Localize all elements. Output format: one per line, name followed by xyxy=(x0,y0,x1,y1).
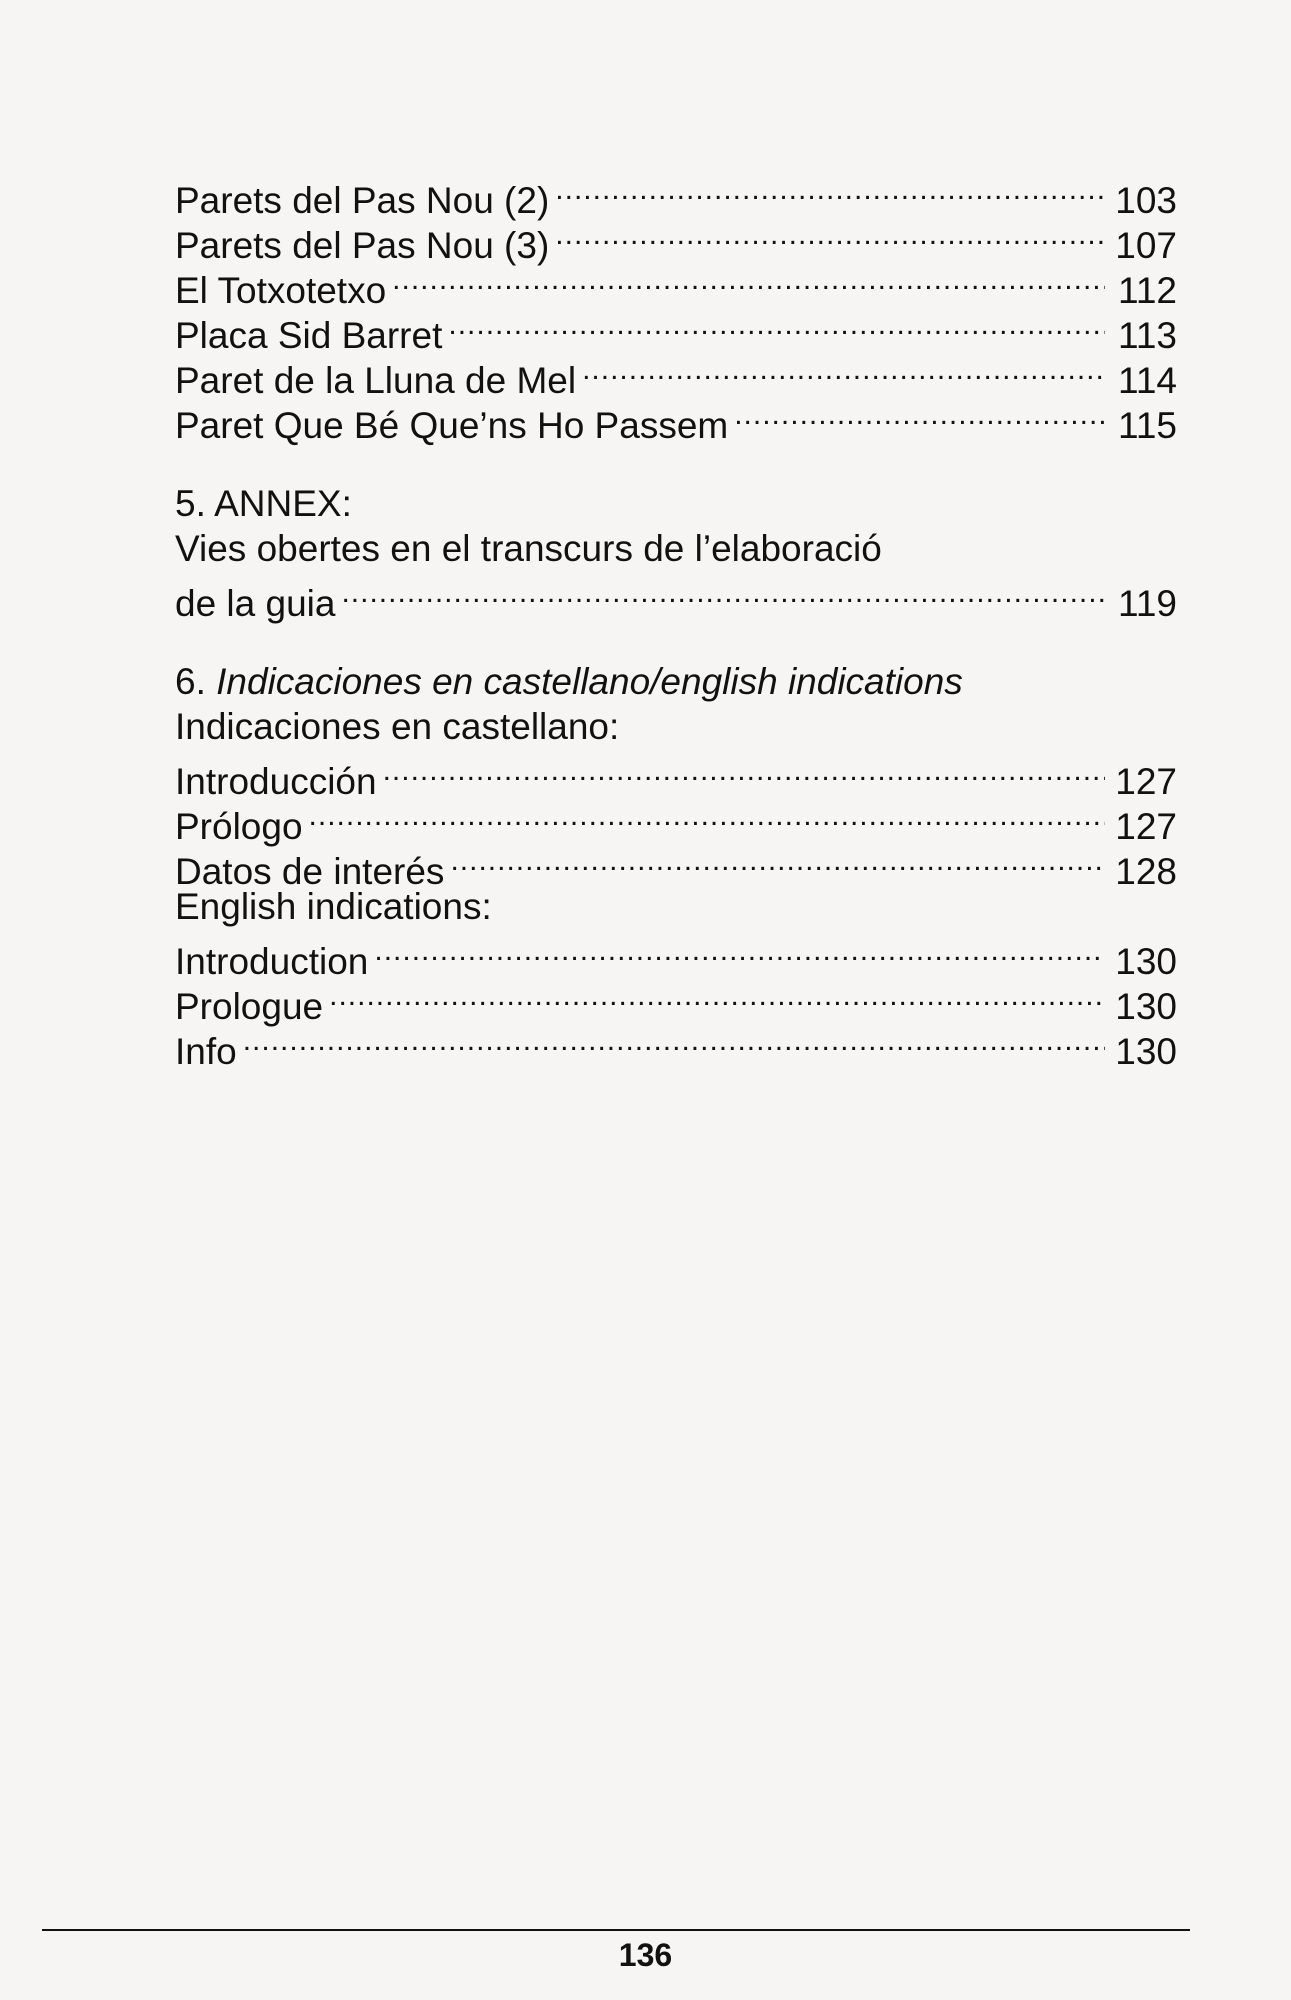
dot-leader xyxy=(341,571,1105,616)
toc-entry-page: 103 xyxy=(1115,180,1177,221)
toc-entry xyxy=(175,794,1177,847)
toc-entry-label: de la guia xyxy=(175,583,336,624)
toc-entry-page: 130 xyxy=(1115,1031,1177,1072)
dot-leader xyxy=(374,929,1105,974)
dot-leader xyxy=(448,303,1105,348)
toc-entry-page: 127 xyxy=(1115,761,1177,802)
toc-entry xyxy=(175,749,1177,802)
toc-entry-label: Placa Sid Barret xyxy=(175,315,443,356)
toc-entry-page: 127 xyxy=(1115,806,1177,847)
table-of-contents xyxy=(175,168,1177,1072)
toc-entry-label: Info xyxy=(175,1031,237,1072)
toc-entry-label: El Totxotetxo xyxy=(175,270,387,311)
dot-leader xyxy=(383,749,1105,794)
toc-entry-label: Prologue xyxy=(175,986,324,1027)
section-title: Indicaciones en castellano/english indications xyxy=(216,661,963,702)
toc-entry-label: Datos de interés xyxy=(175,851,445,892)
toc-entry-page: 115 xyxy=(1118,405,1177,446)
toc-entry-label: Introducción xyxy=(175,761,377,802)
dot-leader xyxy=(734,393,1105,438)
toc-entry xyxy=(175,839,1177,892)
toc-entry-page: 113 xyxy=(1118,315,1177,356)
dot-leader xyxy=(555,168,1105,213)
toc-entry-label: Prólogo xyxy=(175,806,303,847)
toc-entry xyxy=(175,929,1177,982)
toc-entry xyxy=(175,571,1177,624)
dot-leader xyxy=(555,213,1105,258)
toc-entry-page: 119 xyxy=(1118,583,1177,624)
dot-leader xyxy=(329,974,1105,1019)
toc-entry-label: Parets del Pas Nou (2) xyxy=(175,180,550,221)
page-number: 136 xyxy=(618,1937,673,1973)
dot-leader xyxy=(243,1019,1105,1064)
dot-leader xyxy=(582,348,1105,393)
toc-entry-page: 130 xyxy=(1115,986,1177,1027)
castellano-heading: Indicaciones en castellano: xyxy=(175,706,620,747)
annex-heading: 5. ANNEX: xyxy=(175,483,352,524)
footer-rule xyxy=(42,1929,1190,1931)
toc-entry-page: 128 xyxy=(1115,851,1177,892)
toc-entry xyxy=(175,1019,1177,1072)
dot-leader xyxy=(450,839,1105,884)
annex-description: Vies obertes en el transcurs de l’elaboració xyxy=(175,528,882,569)
toc-entry-label: Paret de la Lluna de Mel xyxy=(175,360,577,401)
toc-entry-page: 114 xyxy=(1118,360,1177,401)
toc-entry-label: Introduction xyxy=(175,941,369,982)
toc-entry-page: 107 xyxy=(1115,225,1177,266)
section-number: 6. xyxy=(175,661,206,702)
english-heading: English indications: xyxy=(175,886,492,927)
toc-entry-page: 112 xyxy=(1118,270,1177,311)
dot-leader xyxy=(309,794,1105,839)
indications-heading xyxy=(175,659,1177,704)
toc-entry-label: Parets del Pas Nou (3) xyxy=(175,225,550,266)
toc-entry-label: Paret Que Bé Que’ns Ho Passem xyxy=(175,405,729,446)
toc-entry xyxy=(175,168,1177,221)
toc-entry-page: 130 xyxy=(1115,941,1177,982)
dot-leader xyxy=(392,258,1105,303)
